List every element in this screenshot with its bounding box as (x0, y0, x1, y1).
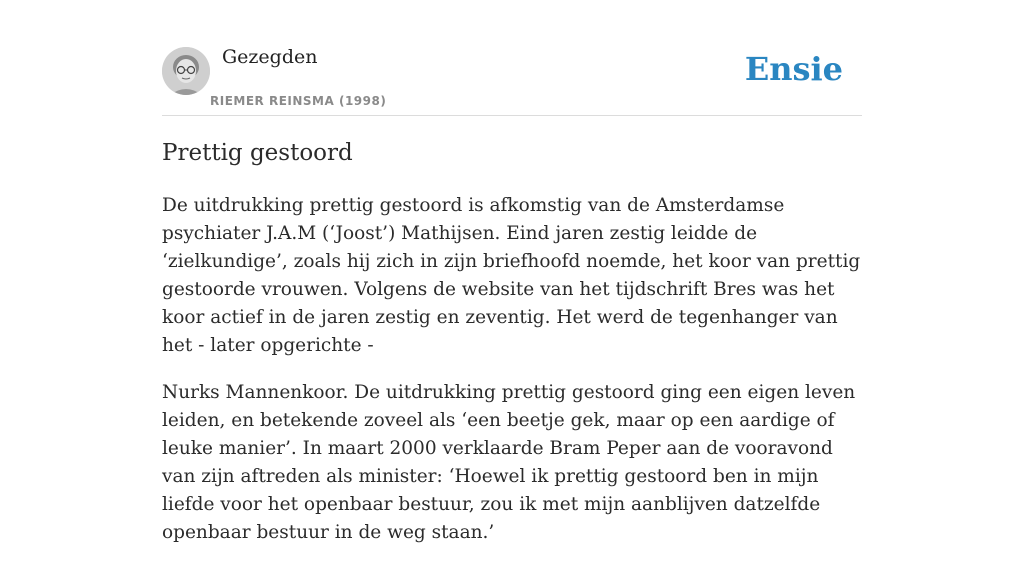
entry-body (162, 192, 864, 566)
author-portrait-icon (162, 47, 210, 95)
author-avatar[interactable] (162, 47, 210, 95)
entry-paragraph: De uitdrukking prettig gestoord is afkomstig van de Amsterdamse psychiater J.A.M (‘Joost’) Mathijsen. Eind jaren zestig leidde de ‘zielkundige’, zoals hij zich in zijn briefhoofd noemde, het koor van prettig gestoorde vrouwen. Volgens de website van het tijdschrift Bres was het koor actief in de jaren zestig en zeventig. Het werd de tegenhanger van het - later opgerichte - (162, 195, 861, 356)
entry-title: Prettig gestoord (162, 140, 353, 166)
source-title[interactable]: Gezegden (222, 46, 318, 68)
entry-card (162, 0, 862, 543)
source-author: RIEMER REINSMA (1998) (210, 94, 387, 108)
entry-paragraph: Nurks Mannenkoor. De uitdrukking prettig gestoord ging een eigen leven leiden, en betekende zoveel als ‘een beetje gek, maar op een aardige of leuke manier’. In maart 2000 verklaarde Bram Peper aan de vooravond van zijn aftreden als minister: ‘Hoewel ik prettig gestoord ben in mijn liefde voor het openbaar bestuur, zou ik met mijn aanblijven datzelfde openbaar bestuur in de weg staan.’ (162, 382, 856, 543)
entry-header (162, 0, 862, 116)
brand-logo[interactable]: Ensie (744, 50, 843, 88)
